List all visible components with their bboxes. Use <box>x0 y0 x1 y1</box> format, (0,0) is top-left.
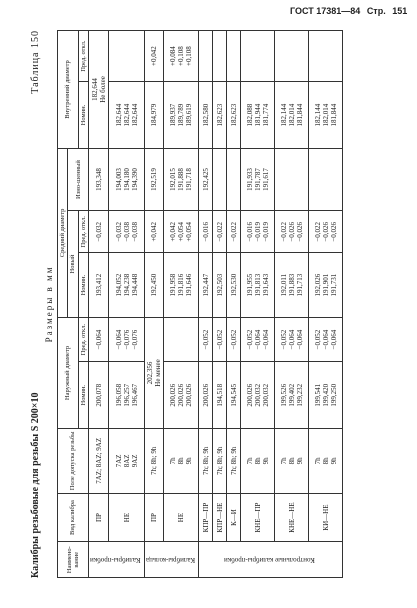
outer-nominal-line: 199,232 <box>295 383 304 407</box>
middle-worn <box>109 148 145 210</box>
tolerance-field-line: 7AZ <box>114 454 123 468</box>
header-worn: Изно-шенный <box>68 148 89 210</box>
gauge-kind-line: КИ—НЕ <box>321 504 330 531</box>
page-number: 151 <box>392 6 408 16</box>
table-row <box>227 31 241 578</box>
group-label-text: Калибры-кольца <box>146 555 196 564</box>
table-body <box>89 31 343 578</box>
middle-deviation-line: −0,032 <box>114 221 123 242</box>
header-in-tol: Пред. откл. <box>78 31 88 82</box>
middle-nominal-line: 191,713 <box>295 273 304 297</box>
gauge-kind <box>145 493 164 542</box>
table-label: Таблица <box>30 51 41 94</box>
middle-deviation <box>241 211 275 253</box>
outer-deviation-line: −0,064 <box>94 329 103 350</box>
outer-deviation-line: −0,076 <box>122 329 131 350</box>
inner-nominal <box>164 82 199 149</box>
inner-nominal-line: 189,937 <box>169 103 178 127</box>
page-header <box>290 6 411 16</box>
group-label <box>145 542 199 578</box>
middle-deviation <box>309 211 343 253</box>
tolerance-field <box>199 429 213 493</box>
header-outer: Наружный диаметр <box>58 317 79 428</box>
table-row <box>275 31 309 578</box>
outer-deviation <box>227 317 241 361</box>
middle-deviation-line: −0,026 <box>295 221 304 242</box>
middle-worn-line: 194,390 <box>130 168 139 191</box>
gauge-kind <box>309 493 343 542</box>
inner-nominal <box>109 82 145 149</box>
middle-worn <box>227 148 241 210</box>
table-title: Калибры резьбовые для резьбы S 200×10 <box>30 392 41 578</box>
middle-worn-line: 192,519 <box>150 168 159 191</box>
outer-deviation-line: −0,064 <box>261 329 270 350</box>
outer-deviation-line: −0,052 <box>245 329 254 350</box>
tolerance-field <box>164 429 199 493</box>
tolerance-field <box>89 429 109 493</box>
middle-nominal-line: 192,503 <box>215 273 224 297</box>
middle-worn <box>89 148 109 210</box>
middle-nominal-line: 192,530 <box>229 273 238 297</box>
middle-deviation-line: −0,038 <box>130 221 139 242</box>
inner-deviation <box>213 31 227 82</box>
outer-deviation <box>109 317 145 361</box>
outer-nominal-line: 196,058 <box>114 383 123 407</box>
gauge-kind <box>89 493 109 542</box>
middle-nominal <box>145 253 164 317</box>
outer-nominal-line: 199,402 <box>287 383 296 407</box>
inner-nominal-line: 182,623 <box>215 103 224 127</box>
gauge-kind-line: К—И <box>229 509 238 526</box>
inner-nominal <box>227 82 241 149</box>
table-row <box>109 31 145 578</box>
outer-deviation-line: −0,064 <box>253 329 262 350</box>
outer-nominal <box>275 362 309 429</box>
outer-nominal <box>109 362 145 429</box>
gauge-kind <box>109 493 145 542</box>
middle-deviation <box>227 211 241 253</box>
inner-nominal-line: 182,014 <box>321 103 330 127</box>
outer-deviation-line: −0,064 <box>329 329 338 350</box>
outer-nominal-line: 199,420 <box>321 383 330 407</box>
middle-deviation <box>109 211 145 253</box>
middle-nominal-line: 194,052 <box>114 273 123 297</box>
outer-nominal-line: 200,032 <box>253 383 262 407</box>
tolerance-field <box>227 429 241 493</box>
middle-worn-line: 191,617 <box>261 168 270 191</box>
gauge-kind <box>199 493 213 542</box>
middle-deviation <box>275 211 309 253</box>
gauge-kind-line: ПР <box>94 513 103 522</box>
outer-nominal <box>241 362 275 429</box>
inner-nominal <box>309 82 343 149</box>
tolerance-field-line: 8AZ <box>122 454 131 468</box>
inner-nominal-line: 181,844 <box>295 103 304 127</box>
inner-deviation <box>164 31 199 82</box>
tolerance-field <box>109 429 145 493</box>
inner-nominal <box>145 82 164 149</box>
middle-nominal-line: 191,955 <box>245 273 254 297</box>
middle-nominal <box>164 253 199 317</box>
middle-nominal <box>309 253 343 317</box>
rotated-table-block <box>30 30 405 578</box>
tolerance-field-line: 7h <box>279 457 288 465</box>
outer-nominal <box>227 362 241 429</box>
outer-nominal <box>309 362 343 429</box>
header-tolerance: Поле допуска резьбы <box>58 429 89 493</box>
header-in-nom: Номин. <box>78 82 88 149</box>
tolerance-field-line: 7h; 8h; 9h <box>150 446 159 476</box>
middle-deviation-line: −0,016 <box>201 221 210 242</box>
caption-row <box>30 30 44 578</box>
outer-deviation <box>309 317 343 361</box>
table-number <box>30 30 41 94</box>
middle-worn-line: 192,425 <box>201 168 210 191</box>
inner-nominal-line: 182,014 <box>287 103 296 127</box>
header-middle: Средний диаметр <box>58 148 68 317</box>
inner-nominal <box>241 82 275 149</box>
inner-nominal <box>89 31 109 149</box>
outer-deviation-line: −0,052 <box>279 329 288 350</box>
middle-worn-line: 193,348 <box>94 168 103 191</box>
inner-nominal-line: 181,944 <box>253 103 262 127</box>
inner-deviation-line: +0,084 <box>169 46 178 66</box>
outer-nominal <box>213 362 227 429</box>
middle-deviation <box>164 211 199 253</box>
middle-nominal-line: 191,731 <box>329 273 338 297</box>
middle-worn-line: 194,003 <box>114 168 123 191</box>
middle-deviation-line: +0,054 <box>177 221 186 242</box>
outer-deviation-line: −0,052 <box>229 329 238 350</box>
inner-nominal-line: 182,644 <box>90 78 99 101</box>
inner-deviation <box>199 31 213 82</box>
tolerance-field <box>275 429 309 493</box>
middle-nominal-line: 192,450 <box>150 273 159 297</box>
tolerance-field-line: 7h <box>313 457 322 465</box>
middle-worn-line: 192,015 <box>169 168 178 191</box>
middle-nominal <box>89 253 109 317</box>
table-row <box>213 31 227 578</box>
outer-nominal-line: 199,526 <box>279 383 288 407</box>
gauge-kind-line: ПР <box>150 513 159 522</box>
middle-deviation-line: −0,026 <box>287 221 296 242</box>
inner-nominal <box>275 82 309 149</box>
middle-worn-line: 194,180 <box>122 168 131 191</box>
middle-deviation-line: −0,016 <box>245 221 254 242</box>
gauge-table <box>57 30 343 578</box>
middle-nominal-line: 191,958 <box>169 273 178 297</box>
outer-nominal-line: 200,026 <box>185 383 194 407</box>
tolerance-field <box>241 429 275 493</box>
inner-deviation <box>275 31 309 82</box>
table-row <box>199 31 213 578</box>
gauge-kind-line: КНЕ—НЕ <box>287 502 296 533</box>
tolerance-field-line: 9h <box>261 457 270 465</box>
table-number-value: 150 <box>30 30 41 48</box>
table-subtitle: Размеры в мм <box>44 265 54 343</box>
middle-deviation-line: +0,042 <box>150 221 159 242</box>
outer-deviation-line: −0,064 <box>114 329 123 350</box>
gauge-kind <box>227 493 241 542</box>
gauge-kind-line: НЕ <box>177 512 186 523</box>
inner-nominal-line: 184,979 <box>150 103 159 127</box>
outer-deviation-line: −0,076 <box>130 329 139 350</box>
outer-deviation-line: −0,052 <box>313 329 322 350</box>
middle-worn <box>275 148 309 210</box>
middle-nominal-line: 191,816 <box>177 273 186 297</box>
group-label <box>89 542 145 578</box>
page-label: Стр. <box>366 6 386 16</box>
middle-worn-line: 191,888 <box>177 168 186 191</box>
outer-nominal-line: 199,250 <box>329 383 338 407</box>
inner-nominal-line: 182,644 <box>122 103 131 127</box>
gauge-kind-line: КНЕ—ПР <box>253 502 262 533</box>
middle-deviation <box>145 211 164 253</box>
header-outer-tol: Пред. откл. <box>78 317 88 361</box>
inner-nominal-line: 182,144 <box>279 103 288 127</box>
inner-nominal-line: 182,623 <box>229 103 238 127</box>
inner-nominal-line: 182,644 <box>130 103 139 127</box>
outer-deviation <box>89 317 109 361</box>
table-row <box>241 31 275 578</box>
table-row <box>89 31 109 578</box>
outer-nominal-line: 196,467 <box>130 383 139 407</box>
middle-deviation <box>199 211 213 253</box>
inner-deviation <box>309 31 343 82</box>
gauge-kind-line: НЕ <box>122 512 131 523</box>
inner-nominal <box>213 82 227 149</box>
outer-nominal-line: 200,032 <box>261 383 270 407</box>
middle-deviation-line: −0,032 <box>94 221 103 242</box>
inner-nominal-line: 181,844 <box>329 103 338 127</box>
outer-deviation-line: −0,064 <box>287 329 296 350</box>
middle-nominal <box>275 253 309 317</box>
inner-nominal-line: 189,789 <box>177 103 186 127</box>
middle-nominal-line: 191,883 <box>287 273 296 297</box>
outer-deviation-line: −0,052 <box>215 329 224 350</box>
inner-nominal <box>199 82 213 149</box>
middle-deviation-line: +0,042 <box>169 221 178 242</box>
middle-deviation-line: −0,019 <box>261 221 270 242</box>
outer-deviation <box>241 317 275 361</box>
tolerance-field-line: 8h <box>321 457 330 465</box>
tolerance-field-line: 7h; 8h; 9h <box>229 446 238 476</box>
inner-deviation <box>145 31 164 82</box>
middle-deviation <box>213 211 227 253</box>
gauge-kind <box>241 493 275 542</box>
outer-deviation-line: −0,052 <box>201 329 210 350</box>
gauge-kind-line: КПР—НЕ <box>215 502 224 533</box>
outer-deviation <box>213 317 227 361</box>
group-label-text: Калибры-пробки <box>90 555 141 564</box>
middle-worn <box>241 148 275 210</box>
middle-deviation-line: +0,054 <box>185 221 194 242</box>
middle-nominal-line: 192,026 <box>313 273 322 297</box>
outer-nominal-line: 200,026 <box>201 383 210 407</box>
tolerance-field-line: 8h <box>177 457 186 465</box>
outer-deviation <box>199 317 213 361</box>
middle-nominal <box>227 253 241 317</box>
header-kind: Вид калибра <box>58 493 89 542</box>
middle-worn-line: 191,787 <box>253 168 262 191</box>
middle-worn <box>199 148 213 210</box>
middle-nominal-line: 193,412 <box>94 273 103 297</box>
outer-nominal-line: 200,026 <box>245 383 254 407</box>
middle-deviation <box>89 211 109 253</box>
middle-nominal-line: 192,447 <box>201 273 210 297</box>
tolerance-field-line: 9h <box>295 457 304 465</box>
outer-nominal-line: 196,257 <box>122 383 131 407</box>
inner-deviation <box>227 31 241 82</box>
outer-nominal <box>145 317 164 428</box>
tolerance-field-line: 9h <box>185 457 194 465</box>
outer-deviation <box>164 317 199 361</box>
tolerance-field-line: 9h <box>329 457 338 465</box>
group-label <box>199 542 343 578</box>
outer-note: Не менее <box>154 359 163 387</box>
middle-deviation-line: −0,022 <box>279 221 288 242</box>
middle-nominal-line: 191,646 <box>185 273 194 297</box>
header-outer-nom: Номин. <box>78 362 88 429</box>
middle-nominal-line: 194,448 <box>130 273 139 297</box>
tolerance-field-line: 7h <box>169 457 178 465</box>
header-mid-tol: Пред. откл. <box>78 211 88 253</box>
header-naming: Наимено-вание <box>58 542 89 578</box>
middle-nominal-line: 191,901 <box>321 273 330 297</box>
inner-nominal-line: 182,580 <box>201 103 210 127</box>
middle-nominal-line: 191,643 <box>261 273 270 297</box>
middle-deviation-line: −0,026 <box>321 221 330 242</box>
middle-nominal-line: 191,813 <box>253 273 262 297</box>
outer-nominal-line: 200,078 <box>94 383 103 407</box>
tolerance-field <box>309 429 343 493</box>
table-row <box>164 31 199 578</box>
middle-nominal <box>109 253 145 317</box>
middle-deviation-line: −0,022 <box>215 221 224 242</box>
tolerance-field-line: 8h <box>287 457 296 465</box>
middle-deviation-line: −0,022 <box>313 221 322 242</box>
middle-deviation-line: −0,022 <box>229 221 238 242</box>
header-new: Новый <box>68 211 78 318</box>
middle-nominal <box>241 253 275 317</box>
outer-nominal-line: 200,026 <box>177 383 186 407</box>
tolerance-field <box>213 429 227 493</box>
outer-deviation <box>275 317 309 361</box>
outer-nominal-line: 200,026 <box>169 383 178 407</box>
middle-deviation-line: −0,019 <box>253 221 262 242</box>
middle-worn-line: 191,718 <box>185 168 194 191</box>
tolerance-field <box>145 429 164 493</box>
inner-nominal-line: 182,644 <box>114 103 123 127</box>
outer-nominal-line: 194,518 <box>215 383 224 407</box>
tolerance-field-line: 7h; 8h; 9h <box>215 446 224 476</box>
tolerance-field-line: 7h; 8h; 9h <box>201 446 210 476</box>
inner-deviation-line: +0,108 <box>185 46 194 66</box>
middle-nominal-line: 194,238 <box>122 273 131 297</box>
middle-nominal <box>199 253 213 317</box>
middle-worn <box>164 148 199 210</box>
inner-nominal-line: 189,619 <box>185 103 194 127</box>
inner-nominal-line: 182,088 <box>245 103 254 127</box>
group-label-text: Контрольные калибры-пробки <box>224 555 316 564</box>
inner-deviation <box>241 31 275 82</box>
outer-nominal <box>89 362 109 429</box>
inner-deviation <box>109 31 145 82</box>
middle-nominal <box>213 253 227 317</box>
inner-deviation-line: +0,108 <box>177 46 186 66</box>
tolerance-field-line: 9AZ <box>130 454 139 468</box>
outer-nominal <box>199 362 213 429</box>
middle-deviation-line: −0,026 <box>329 221 338 242</box>
tolerance-field-line: 7h <box>245 457 254 465</box>
middle-worn <box>309 148 343 210</box>
middle-nominal-line: 192,011 <box>279 273 288 297</box>
tolerance-field-line: 8h <box>253 457 262 465</box>
gauge-kind <box>164 493 199 542</box>
middle-worn <box>213 148 227 210</box>
standard-number: ГОСТ 17381—84 <box>290 6 361 16</box>
header-inner: Внутренний диаметр <box>58 31 79 149</box>
gauge-kind-line: КПР—ПР <box>201 502 210 533</box>
gauge-kind <box>275 493 309 542</box>
table-row <box>309 31 343 578</box>
middle-deviation-line: −0,038 <box>122 221 131 242</box>
table-row <box>145 31 164 578</box>
outer-nominal <box>164 362 199 429</box>
outer-nominal-line: 202,356 <box>146 361 155 385</box>
inner-note: Не более <box>98 76 107 103</box>
middle-worn-line: 191,933 <box>245 168 254 191</box>
outer-nominal-line: 199,541 <box>313 383 322 407</box>
inner-deviation-line: +0,042 <box>150 46 159 66</box>
header-mid-nom: Номин. <box>78 253 88 317</box>
outer-deviation-line: −0,064 <box>321 329 330 350</box>
middle-worn <box>145 148 164 210</box>
outer-deviation-line: −0,064 <box>295 329 304 350</box>
tolerance-field-line: 7AZ; 8AZ; 9AZ <box>94 437 103 484</box>
inner-nominal-line: 181,774 <box>261 103 270 127</box>
outer-nominal-line: 194,545 <box>229 383 238 407</box>
gauge-kind <box>213 493 227 542</box>
inner-nominal-line: 182,144 <box>313 103 322 127</box>
